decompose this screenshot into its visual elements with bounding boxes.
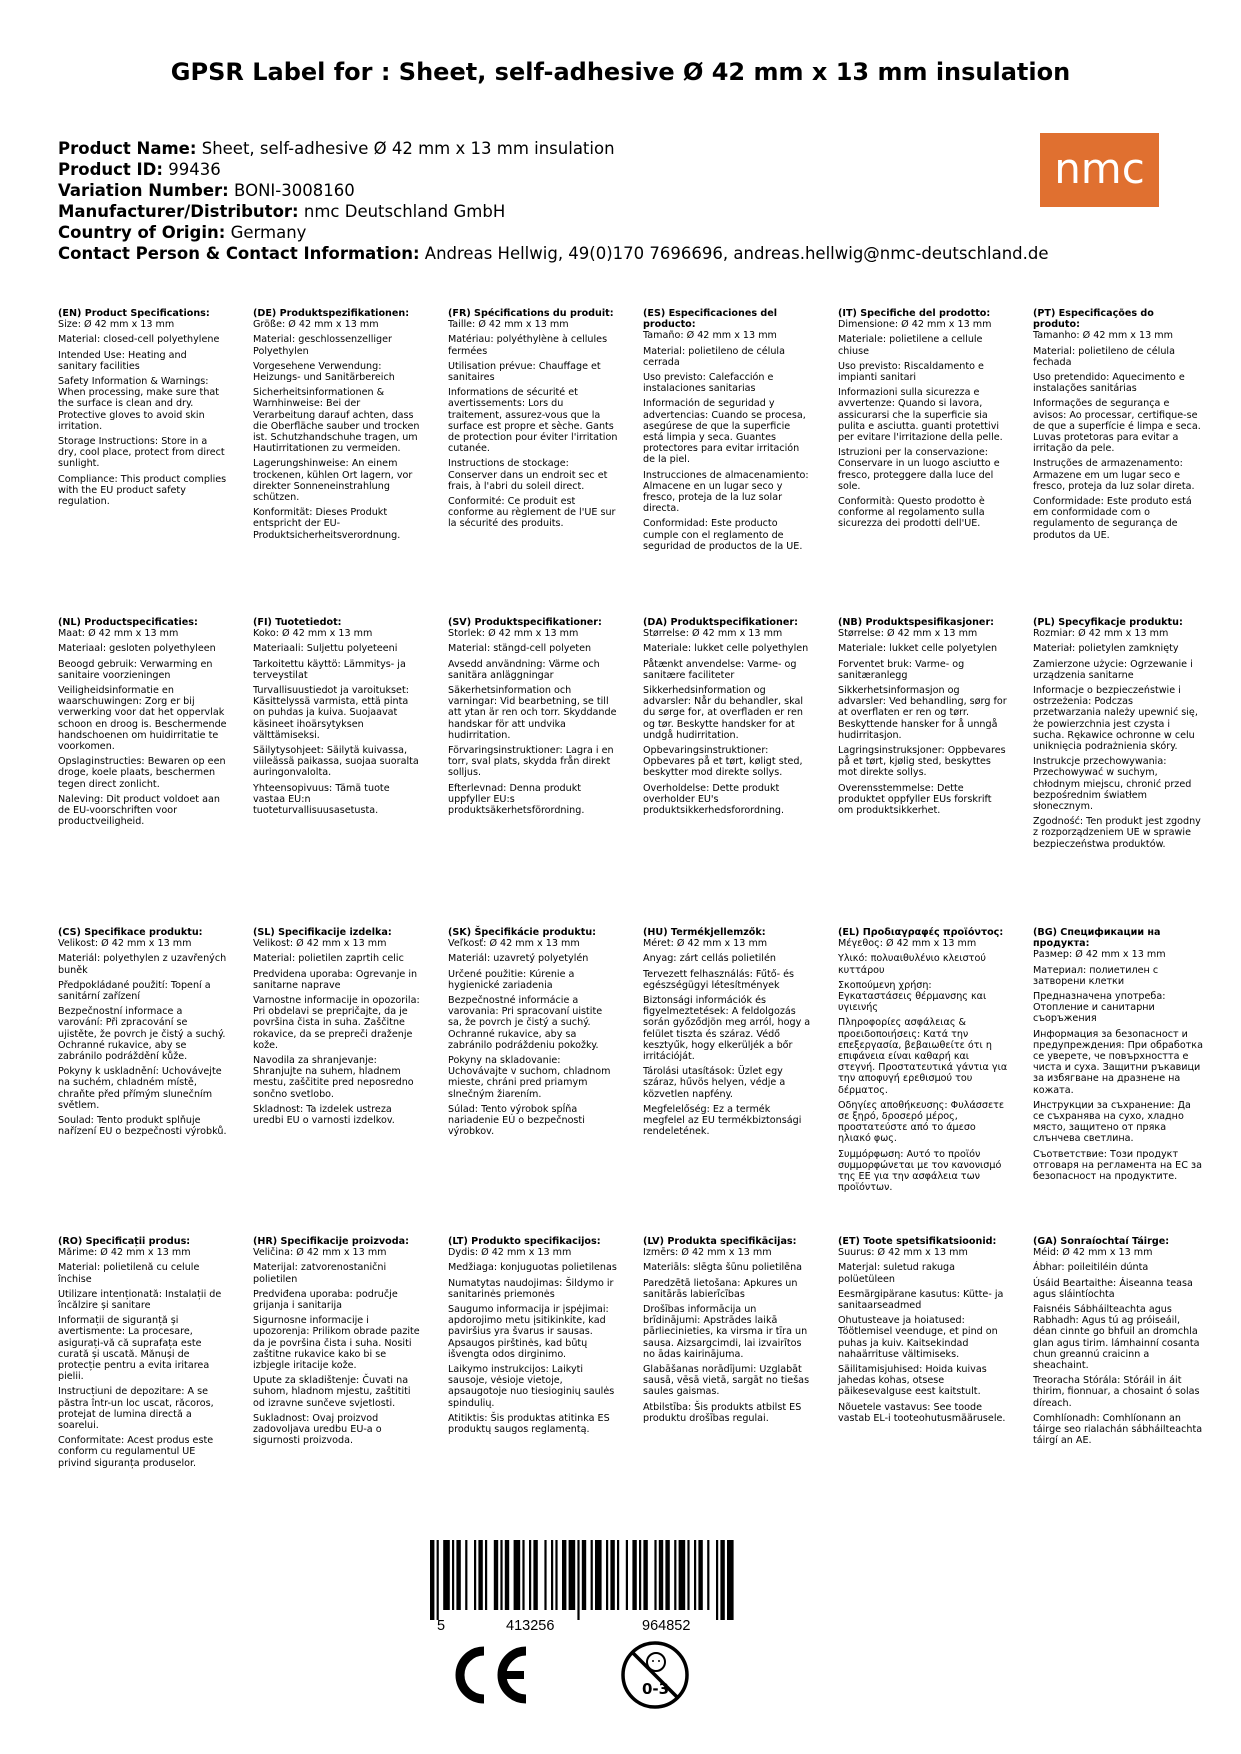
spec-line: Materjal: suletud rakuga polüetüleen — [838, 1262, 956, 1285]
spec-block — [253, 927, 423, 1130]
spec-line: Eesmärgipärane kasutus: Kütte- ja sanitaarseadmed — [838, 1288, 1004, 1312]
spec-line: Uso previsto: Riscaldamento e impianti sanitari — [838, 360, 984, 384]
spec-line: Instructions de stockage: Conserver dans un endroit sec et frais, à l'abri du soleil direct. — [448, 458, 608, 492]
barcode-bar — [456, 1540, 460, 1610]
spec-heading: (LT) Produkto specifikacijos: — [448, 1236, 601, 1247]
spec-block — [1033, 308, 1203, 545]
spec-line: Sikkerhetsinformasjon og advarsler: Ved behandling, sørg for at overflaten er ren og tørr. Beskyttende hansker for å unngå hudirritasjon. — [838, 685, 1007, 741]
barcode-bar — [720, 1540, 724, 1620]
spec-line: Opbevaringsinstruktioner: Opbevares på et tørt, køligt sted, beskytter mod direkte sollys. — [643, 745, 803, 779]
spec-line: Medžiaga: konjuguotas polietilenas — [448, 1262, 617, 1274]
spec-line: Laikymo instrukcijos: Laikyti sausoje, vėsioje vietoje, apsaugotoje nuo tiesioginių saulės spindulių. — [448, 1364, 615, 1409]
barcode-bar — [591, 1540, 593, 1610]
spec-heading: (CS) Specifikace produktu: — [58, 927, 203, 938]
barcode-bar — [562, 1540, 566, 1610]
spec-line: Forventet bruk: Varme- og sanitæranlegg — [838, 658, 965, 681]
spec-heading: (ES) Especificaciones del producto: — [643, 308, 778, 331]
spec-line: Predvidena uporaba: Ogrevanje in sanitarne naprave — [253, 968, 418, 991]
spec-line: Treoracha Stórála: Stóráil in áit thirim, fionnuar, a chosaint ó solas díreach. — [1033, 1375, 1200, 1409]
spec-line: Material: geschlossenzelliger Polyethylen — [253, 334, 392, 357]
spec-line: Size: Ø 42 mm x 13 mm — [58, 319, 175, 331]
spec-line: Anyag: zárt cellás polietilén — [643, 953, 776, 965]
spec-heading: (DE) Produktspezifikationen: — [253, 308, 410, 319]
spec-line: Veličina: Ø 42 mm x 13 mm — [253, 1247, 387, 1259]
spec-line: Material: polietileno de célula fechada — [1033, 345, 1175, 368]
spec-line: Overensstemmelse: Dette produktet oppfyller EUs forskrift om produktsikkerhet. — [838, 782, 992, 817]
spec-line: Storlek: Ø 42 mm x 13 mm — [448, 628, 579, 640]
spec-line: Μέγεθος: Ø 42 mm x 13 mm — [838, 938, 977, 950]
spec-line: Dimensione: Ø 42 mm x 13 mm — [838, 319, 992, 331]
info-row — [58, 180, 1049, 201]
info-label: Manufacturer/Distributor: — [58, 202, 299, 221]
spec-line: Größe: Ø 42 mm x 13 mm — [253, 319, 379, 331]
barcode-bar — [698, 1540, 702, 1610]
spec-heading: (FR) Spécifications du produit: — [448, 308, 614, 319]
spec-line: Izmērs: Ø 42 mm x 13 mm — [643, 1247, 772, 1259]
barcode-bar — [654, 1540, 656, 1610]
spec-line: Navodila za shranjevanje: Shranjujte na suhem, hladnem mestu, zaščitite pred neposredno sončno svetlobo. — [253, 1055, 414, 1100]
barcode-bar — [569, 1540, 576, 1610]
barcode-bar — [437, 1540, 439, 1620]
barcode-bar — [485, 1540, 487, 1610]
spec-line: Beoogd gebruik: Verwarming en sanitaire voorzieningen — [58, 658, 213, 681]
spec-line: Saugumo informacija ir įspėjimai: apdorojimo metu įsitikinkite, kad paviršius yra švarus ir sausas. Apsaugos pirštinės, kad būtų išvengta odos dirginimo. — [448, 1304, 609, 1360]
product-info — [58, 138, 1049, 264]
spec-block — [58, 617, 228, 831]
spec-heading: (IT) Specifiche del prodotto: — [838, 308, 991, 319]
spec-line: Turvallisuustiedot ja varoitukset: Käsittelyssä varmista, että pinta on puhdas ja kuiva. Suojaavat käsineet ihoärsytyksen välttämiseksi. — [253, 685, 409, 741]
spec-block — [838, 927, 1008, 1197]
info-row — [58, 138, 1049, 159]
barcode-bar — [582, 1540, 586, 1610]
spec-heading: (EL) Προδιαγραφές προϊόντος: — [838, 927, 1004, 938]
barcode-bar — [606, 1540, 608, 1610]
spec-line: Lagringsinstruksjoner: Oppbevares på et tørt, kjølig sted, beskyttes mot direkte sollys. — [838, 745, 1006, 779]
barcode-bar — [626, 1540, 628, 1610]
spec-line: Suurus: Ø 42 mm x 13 mm — [838, 1247, 968, 1259]
spec-line: Předpokládané použití: Topení a sanitární zařízení — [58, 979, 211, 1003]
spec-line: Istruzioni per la conservazione: Conservare in un luogo asciutto e fresco, proteggere dalla luce del sole. — [838, 447, 1000, 492]
spec-block — [838, 617, 1008, 820]
spec-line: Sukladnost: Ovaj proizvod zadovoljava uredbu EU-a o sigurnosti proizvoda. — [253, 1412, 382, 1447]
not-for-age-0-3-icon — [620, 1640, 690, 1710]
spec-line: Mărime: Ø 42 mm x 13 mm — [58, 1247, 191, 1259]
spec-line: Pokyny na skladovanie: Uchovávajte v suchom, chladnom mieste, chráni pred priamym slnečným žiarením. — [448, 1055, 611, 1100]
spec-line: Tamanho: Ø 42 mm x 13 mm — [1033, 330, 1173, 342]
spec-line: Biztonsági információk és figyelmeztetések: A feldolgozás során győződjön meg arról, hogy a felület tiszta és száraz. Védő kesztyűk, hogy elkerüljék a bőr irritációját. — [643, 995, 811, 1063]
spec-line: Informații de siguranță și avertismente: La procesare, asigurați-vă că suprafața este curată și uscată. Mănuși de protecție pentru a evita iritarea pielii. — [58, 1315, 210, 1383]
spec-line: Naleving: Dit product voldoet aan de EU-voorschriften voor productveiligheid. — [58, 793, 220, 828]
spec-line: Conformité: Ce produit est conforme au règlement de l'UE sur la sécurité des produits. — [448, 496, 616, 530]
spec-heading: (LV) Produkta specifikācijas: — [643, 1236, 797, 1247]
barcode-bar — [716, 1540, 718, 1620]
spec-line: Materiale: lukket celle polyethylen — [643, 643, 809, 655]
barcode-bar — [551, 1540, 553, 1610]
info-value: 99436 — [168, 160, 221, 179]
spec-line: Informações de segurança e avisos: Ao processar, certifique-se de que a superfície é limpa e seca. Luvas protetoras para evitar a irritação da pele. — [1033, 398, 1201, 455]
spec-line: Sikkerhedsinformation og advarsler: Når du behandler, skal du sørge for, at overfladen er ren og tør. Beskytte handsker for at undgå hudirritation. — [643, 685, 804, 741]
spec-line: Glabāšanas norādījumi: Uzglabāt sausā, vēsā vietā, sargāt no tiešas saules gaismas. — [643, 1364, 810, 1398]
spec-line: Информация за безопасност и предупреждения: При обработка се уверете, че повърхността е чиста и суха. Защитни ръкавици за избягване на дразнене на кожата. — [1033, 1028, 1203, 1096]
barcode-digit-first: 5 — [437, 1618, 446, 1634]
age-label: 0-3 — [642, 1680, 670, 1698]
info-label: Product Name: — [58, 139, 197, 158]
spec-line: Uso pretendido: Aquecimento e instalações sanitárias — [1033, 372, 1185, 395]
barcode-bar — [529, 1540, 531, 1610]
spec-line: Instrucțiuni de depozitare: A se păstra într-un loc uscat, răcoros, protejat de lumina directă a soarelui. — [58, 1386, 214, 1432]
spec-block — [58, 927, 228, 1141]
barcode-bar — [617, 1540, 619, 1610]
spec-line: Nõuetele vastavus: See toode vastab EL-i tooteohutusmäärusele. — [838, 1401, 1006, 1424]
spec-heading: (NL) Productspecificaties: — [58, 617, 198, 628]
spec-line: Material: stängd-cell polyeten — [448, 643, 592, 655]
info-label: Country of Origin: — [58, 223, 226, 242]
spec-heading: (PL) Specyfikacje produktu: — [1033, 617, 1183, 628]
spec-line: Material: closed-cell polyethylene — [58, 334, 220, 346]
spec-heading: (SV) Produktspecifikationer: — [448, 617, 602, 628]
spec-line: Säilitamisjuhised: Hoida kuivas jahedas kohas, otsese päikesevalguse eest kaitstult. — [838, 1364, 987, 1398]
info-value: Sheet, self-adhesive Ø 42 mm x 13 mm insulation — [201, 139, 615, 158]
spec-line: Instruções de armazenamento: Armazene em um lugar seco e fresco, proteja da luz solar direta. — [1033, 458, 1195, 492]
spec-block — [448, 1236, 618, 1439]
barcode-bar — [665, 1540, 669, 1610]
spec-line: Predviđena uporaba: područje grijanja i sanitarija — [253, 1288, 398, 1312]
barcode-bar — [505, 1540, 509, 1610]
barcode-bar — [494, 1540, 498, 1610]
spec-block — [643, 308, 813, 556]
spec-line: Compliance: This product complies with the EU product safety regulation. — [58, 473, 227, 508]
spec-line: Bezpečnostní informace a varování: Při zpracování se ujistěte, že povrch je čistý a suchý. Ochranné rukavice, aby se zabránilo podráždění kůže. — [58, 1006, 226, 1063]
spec-block — [643, 617, 813, 820]
spec-line: Velikost: Ø 42 mm x 13 mm — [253, 938, 387, 950]
spec-line: Konformität: Dieses Produkt entspricht der EU-Produktsicherheitsverordnung. — [253, 507, 401, 541]
spec-line: Conformitate: Acest produs este conform cu regulamentul UE privind siguranța produselor. — [58, 1435, 214, 1469]
spec-heading: (SK) Špecifikácie produktu: — [448, 927, 597, 938]
spec-heading: (FI) Tuotetiedot: — [253, 617, 342, 628]
barcode-bar — [632, 1540, 636, 1610]
spec-block — [448, 617, 618, 820]
spec-line: Οδηγίες αποθήκευσης: Φυλάσσετε σε ξηρό, δροσερό μέρος, προστατεύστε από το άμεσο ηλιακό φως. — [838, 1099, 1005, 1145]
spec-line: Materiale: lukket celle polyetylen — [838, 643, 998, 655]
spec-block — [1033, 617, 1203, 854]
spec-line: Materiale: polietilene a cellule chiuse — [838, 334, 983, 357]
spec-line: Dydis: Ø 42 mm x 13 mm — [448, 1247, 572, 1259]
spec-block — [253, 617, 423, 820]
spec-line: Úsáid Beartaithe: Áiseanna teasa agus sláintíochta — [1033, 1277, 1193, 1300]
spec-line: Lagerungshinweise: An einem trockenen, kühlen Ort lagern, vor direkter Sonneneinstrahlung schützen. — [253, 458, 413, 504]
spec-line: Numatytas naudojimas: Šildymo ir sanitarinės priemonės — [448, 1277, 614, 1300]
spec-line: Intended Use: Heating and sanitary facilities — [58, 349, 187, 372]
ce-mark-icon — [450, 1645, 532, 1705]
spec-block — [253, 308, 423, 545]
spec-heading: (GA) Sonraíochtaí Táirge: — [1033, 1236, 1170, 1247]
spec-line: Инструкции за съхранение: Да се съхранява на сухо, хладно място, защитено от пряка слънчева светлина. — [1033, 1099, 1191, 1145]
spec-block — [1033, 1236, 1203, 1450]
barcode-bar — [679, 1540, 686, 1610]
barcode-bar — [595, 1540, 602, 1610]
spec-line: Bezpečnostné informácie a varovania: Pri spracovaní uistite sa, že povrch je čistý a suchý. Ochranné rukavice, aby sa zabránilo podráždeniu pokožky. — [448, 995, 603, 1051]
spec-block — [838, 308, 1008, 534]
barcode-bar — [474, 1540, 476, 1610]
spec-line: Material: polietilen zaprtih celic — [253, 953, 404, 965]
spec-heading: (HU) Termékjellemzők: — [643, 927, 766, 938]
spec-line: Säilytysohjeet: Säilytä kuivassa, viileässä paikassa, suojaa suoralta auringonvalolta. — [253, 745, 419, 779]
spec-line: Förvaringsinstruktioner: Lagra i en torr, sval plats, skydda från direkt solljus. — [448, 745, 614, 779]
spec-line: Zgodność: Ten produkt jest zgodny z rozporządzeniem UE w sprawie bezpieczeństwa produktów. — [1033, 816, 1201, 850]
spec-line: Avsedd användning: Värme och sanitära anläggningar — [448, 658, 600, 681]
spec-line: Méret: Ø 42 mm x 13 mm — [643, 938, 768, 950]
spec-line: Skladnost: Ta izdelek ustreza uredbi EU o varnosti izdelkov. — [253, 1103, 395, 1127]
spec-line: Vorgesehene Verwendung: Heizungs- und Sanitärbereich — [253, 360, 395, 384]
spec-line: Instrucciones de almacenamiento: Almacene en un lugar seco y fresco, proteja de la luz solar directa. — [643, 469, 809, 515]
spec-line: Υλικό: πολυαιθυλένιο κλειστού κυττάρου — [838, 953, 986, 976]
spec-line: Taille: Ø 42 mm x 13 mm — [448, 319, 569, 331]
spec-line: Atitiktis: Šis produktas atitinka ES produktų saugos reglamentą. — [448, 1412, 610, 1436]
spec-line: Πληροφορίες ασφάλειας & προειδοποιήσεις: Κατά την επεξεργασία, βεβαιωθείτε ότι η επιφάνεια είναι καθαρή και στεγνή. Προστατευτικά γάντια για την αποφυγή ερεθισμού του δέρματος. — [838, 1017, 1008, 1096]
spec-line: Koko: Ø 42 mm x 13 mm — [253, 628, 373, 640]
barcode-bar — [577, 1540, 579, 1620]
spec-line: Upute za skladištenje: Čuvati na suhom, hladnom mjestu, zaštititi od izravne sunčeve svjetlosti. — [253, 1375, 411, 1409]
spec-block — [58, 1236, 228, 1473]
spec-block — [253, 1236, 423, 1450]
spec-line: Efterlevnad: Denna produkt uppfyller EU:s produktsäkerhetsförordning. — [448, 782, 585, 817]
spec-heading: (SL) Specifikacije izdelka: — [253, 927, 392, 938]
spec-line: Safety Information & Warnings: When processing, make sure that the surface is clean and dry. Protective gloves to avoid skin irritation. — [58, 376, 220, 432]
spec-line: Megfelelőség: Ez a termék megfelel az EU termékbiztonsági rendeletének. — [643, 1103, 802, 1138]
spec-line: Atbilstība: Šis produkts atbilst ES produktu drošības regulai. — [643, 1401, 802, 1424]
spec-line: Veľkosť: Ø 42 mm x 13 mm — [448, 938, 580, 950]
spec-line: Opslaginstructies: Bewaren op een droge, koele plaats, beschermen tegen direct zonlicht. — [58, 756, 226, 790]
spec-line: Størrelse: Ø 42 mm x 13 mm — [838, 628, 978, 640]
info-row — [58, 243, 1049, 264]
spec-heading: (NB) Produktspesifikasjoner: — [838, 617, 995, 628]
spec-block — [448, 308, 618, 534]
info-label: Variation Number: — [58, 181, 229, 200]
spec-line: Материал: полиетилен с затворени клетки — [1033, 964, 1159, 987]
spec-line: Ábhar: poileitiléin dúnta — [1033, 1262, 1149, 1274]
barcode-bar — [674, 1540, 676, 1610]
barcode-bar — [443, 1540, 450, 1610]
spec-line: Σκοπούμενη χρήση: Εγκαταστάσεις θέρμανσης και υγιεινής — [838, 979, 987, 1014]
spec-line: Varnostne informacije in opozorila: Pri obdelavi se prepričajte, da je površina čista in suha. Zaščitne rokavice, da se prepreči draženje kože. — [253, 995, 420, 1051]
spec-line: Información de seguridad y advertencias: Cuando se procesa, asegúrese de que la superficie está limpia y seca. Guantes protectores para evitar irritación de la piel. — [643, 398, 806, 466]
page-title: GPSR Label for : Sheet, self-adhesive Ø 42 mm x 13 mm insulation — [170, 58, 1071, 86]
spec-line: Materiaal: gesloten polyethyleen — [58, 643, 216, 655]
spec-line: Zamierzone użycie: Ogrzewanie i urządzenia sanitarne — [1033, 658, 1193, 681]
barcode-bar — [707, 1540, 709, 1610]
spec-line: Materiál: polyethylen z uzavřených buněk — [58, 953, 227, 976]
spec-line: Soulad: Tento produkt splňuje nařízení EU o bezpečnosti výrobků. — [58, 1115, 227, 1138]
spec-line: Uso previsto: Calefacción e instalaciones sanitarias — [643, 372, 774, 395]
spec-line: Paredzētā lietošana: Apkures un sanitārās labierīcības — [643, 1277, 798, 1300]
spec-heading: (EN) Product Specifications: — [58, 308, 210, 319]
spec-line: Conformidad: Este producto cumple con el reglamento de seguridad de productos de la UE. — [643, 518, 803, 552]
info-row — [58, 222, 1049, 243]
barcode-bar — [478, 1540, 482, 1610]
spec-line: Materiał: polietylen zamknięty — [1033, 643, 1179, 655]
barcode-bar — [727, 1540, 734, 1620]
spec-line: Méid: Ø 42 mm x 13 mm — [1033, 1247, 1153, 1259]
spec-block — [448, 927, 618, 1141]
spec-line: Säkerhetsinformation och varningar: Vid bearbetning, se till att ytan är ren och torr. Skyddande handskar för att undvika hudirritation. — [448, 685, 617, 741]
spec-line: Drošības informācija un brīdinājumi: Apstrādes laikā pārliecinieties, ka virsma ir tīra un sausa. Aizsargcimdi, lai izvairītos no ādas kairinājuma. — [643, 1304, 808, 1360]
info-label: Contact Person & Contact Information: — [58, 244, 420, 263]
barcode-bar — [465, 1540, 467, 1610]
spec-block — [1033, 927, 1203, 1186]
barcode-bar — [514, 1540, 521, 1610]
barcode-digits-left: 413256 — [506, 1618, 555, 1634]
barcode-digits-right: 964852 — [642, 1618, 691, 1634]
barcode-bar — [522, 1540, 524, 1610]
spec-line: Συμμόρφωση: Αυτό το προϊόν συμμορφώνεται με τον κανονισμό της ΕΕ για την ασφάλεια των προϊόντων. — [838, 1148, 1002, 1194]
barcode-bar — [659, 1540, 663, 1610]
spec-block — [838, 1236, 1008, 1428]
spec-line: Размер: Ø 42 mm x 13 mm — [1033, 949, 1166, 961]
spec-line: Съответствие: Този продукт отговаря на регламента на ЕС за безопасност на продуктите. — [1033, 1148, 1202, 1183]
spec-line: Informations de sécurité et avertissements: Lors du traitement, assurez-vous que la surface est propre et sèche. Gants de protection pour éviter l'irritation cutanée. — [448, 387, 618, 455]
info-value: Germany — [230, 223, 307, 242]
spec-block — [58, 308, 228, 511]
spec-line: Conformità: Questo prodotto è conforme al regolamento sulla sicurezza dei prodotti dell'UE. — [838, 496, 985, 530]
spec-line: Veiligheidsinformatie en waarschuwingen: Zorg er bij verwerking voor dat het oppervlak schoon en droog is. Beschermende handschoenen om huidirritatie te voorkomen. — [58, 685, 227, 753]
spec-line: Materijal: zatvorenostanični polietilen — [253, 1262, 387, 1285]
spec-line: Súlad: Tento výrobok spĺňa nariadenie EÚ o bezpečnosti výrobkov. — [448, 1103, 585, 1138]
spec-line: Utilizare intenționată: Instalații de încălzire și sanitare — [58, 1288, 222, 1312]
barcode-bar — [687, 1540, 689, 1610]
spec-heading: (ET) Toote spetsifikatsioonid: — [838, 1236, 997, 1247]
spec-line: Materiaali: Suljettu polyeteeni — [253, 643, 398, 655]
spec-line: Sigurnosne informacije i upozorenja: Prilikom obrade pazite da je površina čista i suha. Nositi zaštitne rukavice kako bi se izbjegle iritacije kože. — [253, 1315, 420, 1372]
barcode-bar — [452, 1540, 454, 1610]
spec-line: Material: polietilenă cu celule închise — [58, 1262, 200, 1285]
barcode-bar — [639, 1540, 641, 1610]
spec-line: Tarkoitettu käyttö: Lämmitys- ja terveystilat — [253, 658, 406, 681]
barcode-bar — [500, 1540, 502, 1610]
barcode-bar — [430, 1540, 434, 1620]
nmc-logo: nmc — [1040, 133, 1159, 207]
spec-line: Предназначена употреба: Отопление и санитарни съоръжения — [1033, 991, 1166, 1025]
barcode-bar — [544, 1540, 546, 1610]
ean-barcode — [430, 1540, 750, 1620]
spec-heading: (RO) Specificații produs: — [58, 1236, 191, 1247]
spec-block — [643, 927, 813, 1141]
spec-line: Maat: Ø 42 mm x 13 mm — [58, 628, 179, 640]
spec-line: Størrelse: Ø 42 mm x 13 mm — [643, 628, 783, 640]
spec-line: Sicherheitsinformationen & Warnhinweise: Bei der Verarbeitung darauf achten, dass die Oberfläche sauber und trocken ist. Schutzhandschuhe tragen, um Hautirritationen zu vermeiden. — [253, 387, 420, 455]
spec-line: Rozmiar: Ø 42 mm x 13 mm — [1033, 628, 1169, 640]
info-row — [58, 159, 1049, 180]
spec-line: Conformidade: Este produto está em conformidade com o regulamento de segurança de produtos da UE. — [1033, 496, 1192, 541]
spec-line: Tamaño: Ø 42 mm x 13 mm — [643, 330, 777, 342]
info-value: BONI-3008160 — [234, 181, 355, 200]
spec-line: Tervezett felhasználás: Fűtő- és egészségügyi létesítmények — [643, 968, 795, 991]
info-row — [58, 201, 1049, 222]
spec-block — [643, 1236, 813, 1428]
spec-line: Utilisation prévue: Chauffage et sanitaires — [448, 360, 601, 384]
spec-line: Informacje o bezpieczeństwie i ostrzeżenia: Podczas przetwarzania należy upewnić się, że powierzchnia jest czysta i sucha. Rękawice ochronne w celu uniknięcia podrażnienia skóry. — [1033, 685, 1198, 753]
spec-line: Påtænkt anvendelse: Varme- og sanitære faciliteter — [643, 658, 797, 681]
spec-line: Matériau: polyéthylène à cellules fermées — [448, 334, 608, 357]
spec-line: Faisnéis Sábháilteachta agus Rabhadh: Agus tú ag próiseáil, déan cinnte go bhfuil an dromchla glan agus tirim. lámhainní cosanta chun greannú craicinn a sheachaint. — [1033, 1304, 1200, 1372]
barcode-bar — [610, 1540, 614, 1610]
spec-heading: (DA) Produktspecifikationer: — [643, 617, 798, 628]
spec-line: Informazioni sulla sicurezza e avvertenze: Quando si lavora, assicurarsi che la superficie sia pulita e asciutta. guanti protettivi per evitare l'irritazione della pelle. — [838, 387, 1003, 444]
spec-line: Velikost: Ø 42 mm x 13 mm — [58, 938, 192, 950]
spec-line: Určené použitie: Kúrenie a hygienické zariadenia — [448, 968, 575, 991]
spec-heading: (PT) Especificações do produto: — [1033, 308, 1154, 331]
spec-line: Instrukcje przechowywania: Przechowywać w suchym, chłodnym miejscu, chronić przed bezpośrednim światłem słonecznym. — [1033, 756, 1192, 813]
barcode-bar — [694, 1540, 696, 1610]
barcode-bar — [533, 1540, 537, 1610]
spec-line: Materiál: uzavretý polyetylén — [448, 953, 589, 965]
spec-line: Pokyny k uskladnění: Uchovávejte na suchém, chladném místě, chraňte před přímým slunečním světlem. — [58, 1066, 222, 1111]
spec-line: Tárolási utasítások: Üzlet egy száraz, hűvös helyen, védje a közvetlen napfény. — [643, 1066, 786, 1100]
spec-line: Overholdelse: Dette produkt overholder EU's produktsikkerhedsforordning. — [643, 782, 785, 817]
spec-heading: (HR) Specifikacije proizvoda: — [253, 1236, 409, 1247]
info-value: nmc Deutschland GmbH — [303, 202, 506, 221]
barcode-bar — [555, 1540, 557, 1610]
spec-line: Storage Instructions: Store in a dry, cool place, protect from direct sunlight. — [58, 436, 225, 470]
info-value: Andreas Hellwig, 49(0)170 7696696, andreas.hellwig@nmc-deutschland.de — [424, 244, 1049, 263]
spec-line: Materiāls: slēgta šūnu polietilēna — [643, 1262, 803, 1274]
info-label: Product ID: — [58, 160, 163, 179]
spec-line: Yhteensopivuus: Tämä tuote vastaa EU:n tuoteturvallisuusasetusta. — [253, 782, 390, 817]
spec-line: Material: polietileno de célula cerrada — [643, 345, 785, 368]
spec-line: Ohutusteave ja hoiatused: Töötlemisel veenduge, et pind on puhas ja kuiv. Kaitsekindad nahaärrituse vältimiseks. — [838, 1315, 998, 1360]
spec-line: Comhlíonadh: Comhlíonann an táirge seo rialachán sábháilteachta táirgí an AE. — [1033, 1412, 1203, 1447]
barcode-bar — [643, 1540, 647, 1610]
spec-heading: (BG) Спецификации на продукта: — [1033, 927, 1161, 950]
